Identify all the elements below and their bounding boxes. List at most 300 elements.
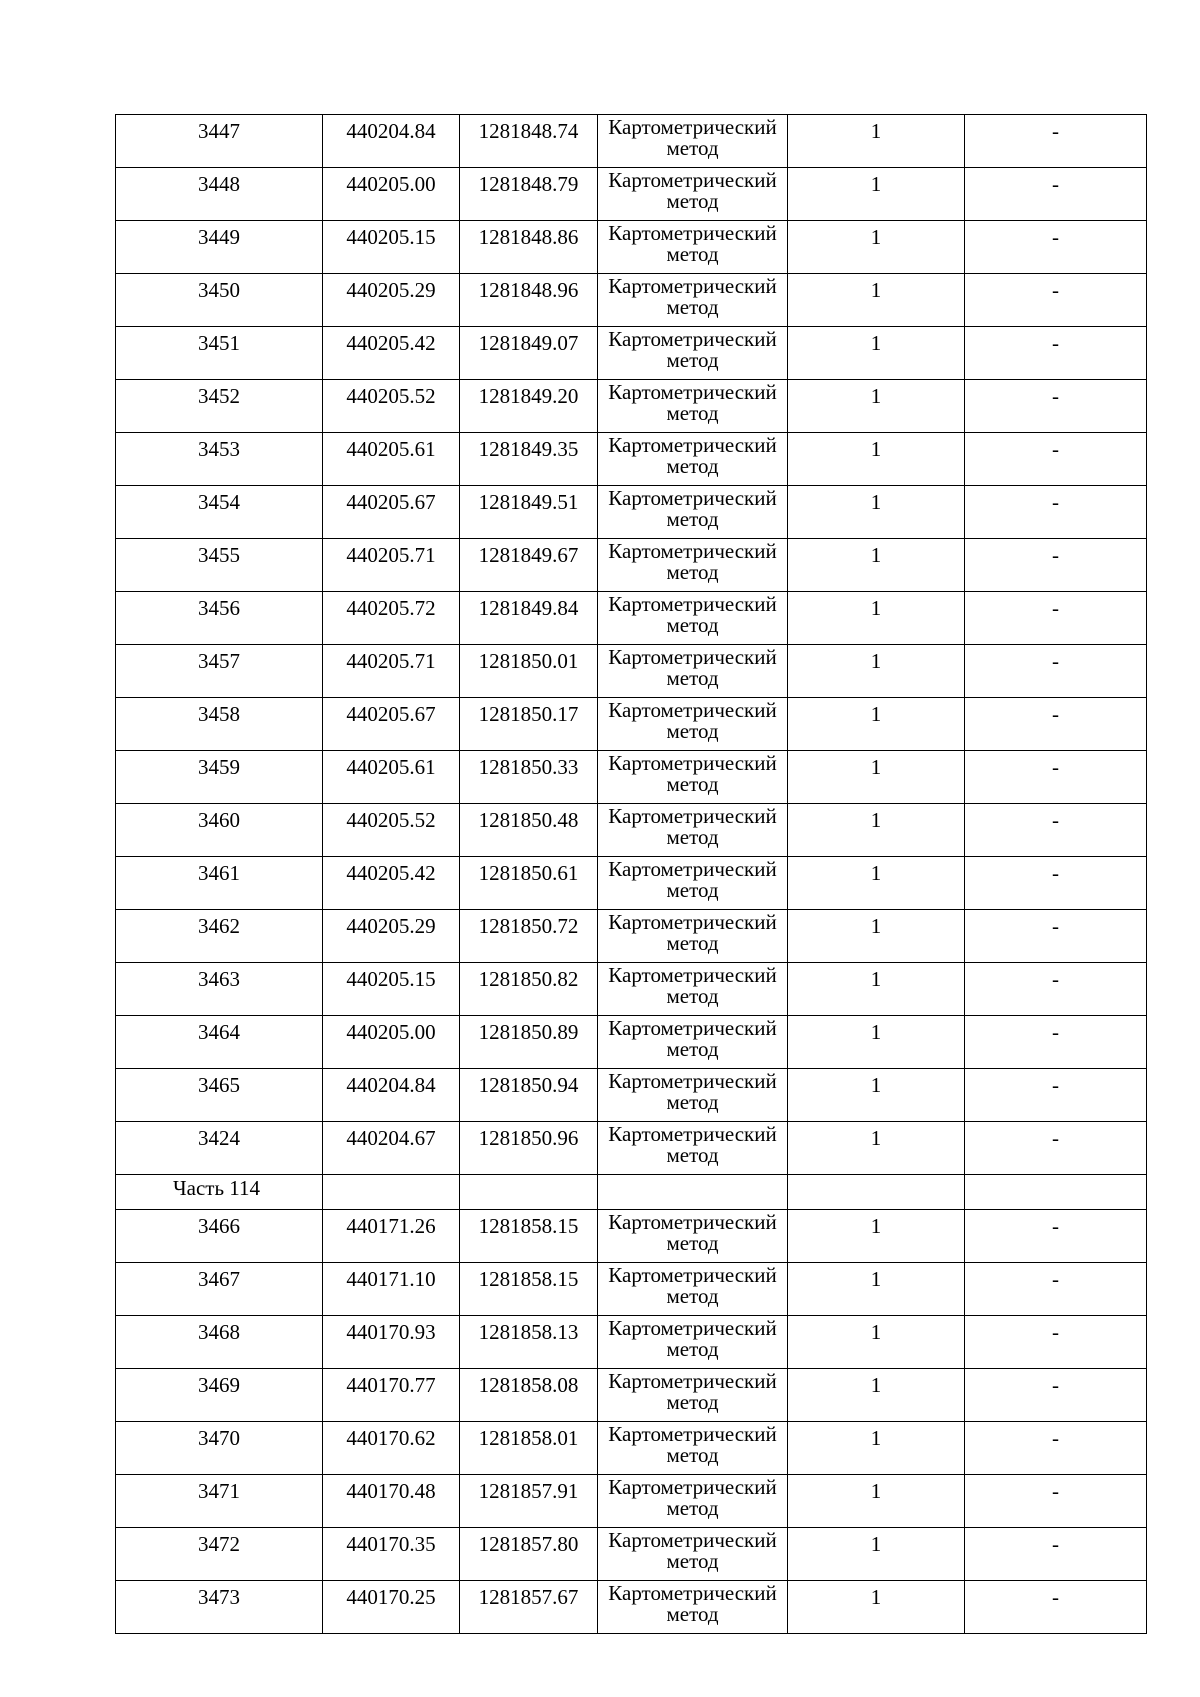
point-number-cell: [116, 1316, 323, 1369]
accuracy-cell: [788, 645, 965, 698]
x-coordinate-cell-text: 440205.52: [346, 384, 436, 408]
table-row: [116, 1581, 1147, 1634]
y-coordinate-cell: [460, 804, 598, 857]
point-number-cell: [116, 1210, 323, 1263]
table-row: [116, 592, 1147, 645]
x-coordinate-cell-text: 440205.00: [346, 1020, 436, 1044]
note-cell-text: -: [1052, 967, 1059, 991]
point-number-cell: [116, 1581, 323, 1634]
x-coordinate-cell-text: 440170.62: [346, 1426, 436, 1450]
accuracy-cell: [788, 857, 965, 910]
point-number-cell: [116, 1369, 323, 1422]
section-header-row: [116, 1175, 1147, 1210]
note-cell: [965, 115, 1147, 168]
method-cell: [598, 539, 788, 592]
x-coordinate-cell-text: 440170.48: [346, 1479, 436, 1503]
method-cell: [598, 751, 788, 804]
note-cell: [965, 645, 1147, 698]
x-coordinate-cell-text: 440205.15: [346, 967, 436, 991]
y-coordinate-cell: [460, 168, 598, 221]
method-line-2: метод: [666, 1143, 719, 1167]
x-coordinate-cell: [323, 1122, 460, 1175]
accuracy-cell-text: 1: [870, 649, 882, 673]
method-line-2: метод: [666, 1549, 719, 1573]
method-cell: [598, 327, 788, 380]
table-row: [116, 274, 1147, 327]
method-line-2: метод: [666, 666, 719, 690]
note-cell: [965, 963, 1147, 1016]
point-number-cell-text: 3470: [198, 1426, 240, 1450]
point-number-cell: [116, 433, 323, 486]
x-coordinate-cell-text: 440205.71: [346, 649, 436, 673]
accuracy-cell: [788, 274, 965, 327]
x-coordinate-cell-text: 440204.67: [346, 1126, 436, 1150]
point-number-cell: [116, 115, 323, 168]
x-coordinate-cell: [323, 274, 460, 327]
y-coordinate-cell-text: 1281849.84: [478, 596, 579, 620]
method-line-1: Картометрический: [608, 804, 777, 828]
y-coordinate-cell-text: 1281849.07: [478, 331, 579, 355]
accuracy-cell: [788, 1210, 965, 1263]
x-coordinate-cell: [323, 380, 460, 433]
method-cell: [598, 645, 788, 698]
method-line-1: Картометрический: [608, 1016, 777, 1040]
method-line-1: Картометрический: [608, 963, 777, 987]
table-row: [116, 433, 1147, 486]
note-cell: [965, 857, 1147, 910]
method-cell: [598, 1528, 788, 1581]
accuracy-cell: [788, 804, 965, 857]
y-coordinate-cell-text: 1281857.91: [478, 1479, 579, 1503]
x-coordinate-cell: [323, 1422, 460, 1475]
y-coordinate-cell-text: 1281858.08: [478, 1373, 579, 1397]
note-cell-text: -: [1052, 1214, 1059, 1238]
y-coordinate-cell-text: 1281850.33: [478, 755, 579, 779]
table-row: [116, 168, 1147, 221]
y-coordinate-cell-text: 1281848.79: [478, 172, 579, 196]
table-row: [116, 1016, 1147, 1069]
point-number-cell-text: 3473: [198, 1585, 240, 1609]
x-coordinate-cell: [323, 168, 460, 221]
note-cell: [965, 486, 1147, 539]
method-line-1: Картометрический: [608, 1581, 777, 1605]
x-coordinate-cell: [323, 539, 460, 592]
note-cell-text: -: [1052, 172, 1059, 196]
method-line-2: метод: [666, 242, 719, 266]
accuracy-cell: [788, 221, 965, 274]
y-coordinate-cell: [460, 910, 598, 963]
empty-cell: [460, 1175, 598, 1210]
method-line-1: Картометрический: [608, 380, 777, 404]
accuracy-cell-text: 1: [870, 861, 882, 885]
note-cell-text: -: [1052, 649, 1059, 673]
point-number-cell-text: 3471: [198, 1479, 240, 1503]
method-line-1: Картометрический: [608, 1069, 777, 1093]
point-number-cell: [116, 963, 323, 1016]
accuracy-cell: [788, 592, 965, 645]
note-cell: [965, 1263, 1147, 1316]
method-cell: [598, 1369, 788, 1422]
x-coordinate-cell: [323, 963, 460, 1016]
y-coordinate-cell-text: 1281858.15: [478, 1267, 579, 1291]
note-cell-text: -: [1052, 119, 1059, 143]
note-cell-text: -: [1052, 914, 1059, 938]
x-coordinate-cell: [323, 1016, 460, 1069]
y-coordinate-cell-text: 1281850.17: [478, 702, 579, 726]
point-number-cell-text: 3456: [198, 596, 240, 620]
accuracy-cell-text: 1: [870, 1585, 882, 1609]
method-line-2: метод: [666, 613, 719, 637]
x-coordinate-cell: [323, 1316, 460, 1369]
note-cell: [965, 592, 1147, 645]
x-coordinate-cell-text: 440205.67: [346, 490, 436, 514]
method-line-1: Картометрический: [608, 168, 777, 192]
method-cell: [598, 221, 788, 274]
method-cell: [598, 1316, 788, 1369]
x-coordinate-cell: [323, 592, 460, 645]
point-number-cell: [116, 221, 323, 274]
method-line-1: Картометрический: [608, 274, 777, 298]
method-line-2: метод: [666, 878, 719, 902]
table-row: [116, 221, 1147, 274]
table-row: [116, 963, 1147, 1016]
method-line-2: метод: [666, 1602, 719, 1626]
note-cell: [965, 433, 1147, 486]
y-coordinate-cell: [460, 1263, 598, 1316]
point-number-cell-text: 3451: [198, 331, 240, 355]
accuracy-cell: [788, 751, 965, 804]
method-line-1: Картометрический: [608, 539, 777, 563]
table-row: [116, 327, 1147, 380]
method-cell: [598, 433, 788, 486]
accuracy-cell-text: 1: [870, 1320, 882, 1344]
x-coordinate-cell-text: 440205.61: [346, 755, 436, 779]
accuracy-cell-text: 1: [870, 437, 882, 461]
accuracy-cell-text: 1: [870, 278, 882, 302]
method-line-1: Картометрический: [608, 115, 777, 139]
y-coordinate-cell-text: 1281850.61: [478, 861, 579, 885]
method-cell: [598, 1581, 788, 1634]
table-row: [116, 486, 1147, 539]
x-coordinate-cell-text: 440170.77: [346, 1373, 436, 1397]
y-coordinate-cell: [460, 1069, 598, 1122]
note-cell: [965, 1210, 1147, 1263]
table-row: [116, 910, 1147, 963]
accuracy-cell-text: 1: [870, 596, 882, 620]
method-line-2: метод: [666, 1037, 719, 1061]
table-row: [116, 1069, 1147, 1122]
note-cell-text: -: [1052, 331, 1059, 355]
method-line-2: метод: [666, 1090, 719, 1114]
method-line-1: Картометрический: [608, 1422, 777, 1446]
table-row: [116, 857, 1147, 910]
method-cell: [598, 168, 788, 221]
accuracy-cell-text: 1: [870, 119, 882, 143]
y-coordinate-cell-text: 1281858.15: [478, 1214, 579, 1238]
note-cell-text: -: [1052, 437, 1059, 461]
method-line-1: Картометрический: [608, 1475, 777, 1499]
x-coordinate-cell: [323, 857, 460, 910]
point-number-cell-text: 3450: [198, 278, 240, 302]
y-coordinate-cell-text: 1281850.01: [478, 649, 579, 673]
point-number-cell-text: 3465: [198, 1073, 240, 1097]
method-line-2: метод: [666, 1443, 719, 1467]
x-coordinate-cell: [323, 1369, 460, 1422]
note-cell: [965, 1316, 1147, 1369]
method-line-2: метод: [666, 295, 719, 319]
method-line-1: Картометрический: [608, 1210, 777, 1234]
y-coordinate-cell: [460, 857, 598, 910]
method-line-2: метод: [666, 454, 719, 478]
y-coordinate-cell: [460, 963, 598, 1016]
y-coordinate-cell-text: 1281850.94: [478, 1073, 579, 1097]
accuracy-cell-text: 1: [870, 1214, 882, 1238]
method-line-2: метод: [666, 348, 719, 372]
method-line-1: Картометрический: [608, 910, 777, 934]
table-row: [116, 115, 1147, 168]
y-coordinate-cell: [460, 327, 598, 380]
accuracy-cell-text: 1: [870, 172, 882, 196]
y-coordinate-cell-text: 1281857.80: [478, 1532, 579, 1556]
method-cell: [598, 857, 788, 910]
x-coordinate-cell-text: 440205.29: [346, 914, 436, 938]
point-number-cell: [116, 1422, 323, 1475]
y-coordinate-cell: [460, 1528, 598, 1581]
y-coordinate-cell-text: 1281850.89: [478, 1020, 579, 1044]
x-coordinate-cell: [323, 486, 460, 539]
x-coordinate-cell: [323, 1210, 460, 1263]
x-coordinate-cell: [323, 1581, 460, 1634]
point-number-cell-text: 3464: [198, 1020, 240, 1044]
y-coordinate-cell: [460, 1581, 598, 1634]
method-line-1: Картометрический: [608, 857, 777, 881]
x-coordinate-cell: [323, 115, 460, 168]
y-coordinate-cell: [460, 645, 598, 698]
note-cell-text: -: [1052, 1267, 1059, 1291]
empty-cell: [598, 1175, 788, 1210]
accuracy-cell-text: 1: [870, 1479, 882, 1503]
method-line-2: метод: [666, 931, 719, 955]
y-coordinate-cell: [460, 1016, 598, 1069]
point-number-cell: [116, 592, 323, 645]
y-coordinate-cell-text: 1281850.82: [478, 967, 579, 991]
note-cell: [965, 910, 1147, 963]
point-number-cell-text: 3459: [198, 755, 240, 779]
note-cell-text: -: [1052, 861, 1059, 885]
method-line-1: Картометрический: [608, 486, 777, 510]
x-coordinate-cell: [323, 327, 460, 380]
method-cell: [598, 592, 788, 645]
note-cell-text: -: [1052, 1373, 1059, 1397]
y-coordinate-cell: [460, 433, 598, 486]
y-coordinate-cell-text: 1281850.48: [478, 808, 579, 832]
point-number-cell: [116, 857, 323, 910]
note-cell-text: -: [1052, 1126, 1059, 1150]
point-number-cell: [116, 1528, 323, 1581]
accuracy-cell-text: 1: [870, 1267, 882, 1291]
method-line-1: Картометрический: [608, 645, 777, 669]
table-row: [116, 1475, 1147, 1528]
method-line-1: Картометрический: [608, 751, 777, 775]
method-cell: [598, 1475, 788, 1528]
point-number-cell-text: 3466: [198, 1214, 240, 1238]
point-number-cell: [116, 539, 323, 592]
accuracy-cell: [788, 1475, 965, 1528]
point-number-cell: [116, 751, 323, 804]
y-coordinate-cell-text: 1281850.72: [478, 914, 579, 938]
y-coordinate-cell: [460, 1210, 598, 1263]
method-line-1: Картометрический: [608, 1369, 777, 1393]
x-coordinate-cell: [323, 698, 460, 751]
y-coordinate-cell-text: 1281848.86: [478, 225, 579, 249]
x-coordinate-cell: [323, 645, 460, 698]
point-number-cell-text: 3468: [198, 1320, 240, 1344]
method-line-2: метод: [666, 136, 719, 160]
note-cell-text: -: [1052, 384, 1059, 408]
y-coordinate-cell: [460, 592, 598, 645]
accuracy-cell-text: 1: [870, 1426, 882, 1450]
method-line-1: Картометрический: [608, 1263, 777, 1287]
table-row: [116, 698, 1147, 751]
section-label: Часть 114: [116, 1175, 323, 1210]
document-page: [115, 114, 1146, 1634]
accuracy-cell-text: 1: [870, 1532, 882, 1556]
point-number-cell-text: 3469: [198, 1373, 240, 1397]
note-cell-text: -: [1052, 755, 1059, 779]
accuracy-cell: [788, 1069, 965, 1122]
method-line-2: метод: [666, 1496, 719, 1520]
method-line-2: метод: [666, 772, 719, 796]
point-number-cell: [116, 1069, 323, 1122]
note-cell-text: -: [1052, 1479, 1059, 1503]
point-number-cell-text: 3457: [198, 649, 240, 673]
method-cell: [598, 1069, 788, 1122]
note-cell: [965, 539, 1147, 592]
point-number-cell-text: 3448: [198, 172, 240, 196]
x-coordinate-cell: [323, 1528, 460, 1581]
x-coordinate-cell-text: 440205.42: [346, 861, 436, 885]
accuracy-cell: [788, 1422, 965, 1475]
x-coordinate-cell-text: 440170.25: [346, 1585, 436, 1609]
note-cell-text: -: [1052, 702, 1059, 726]
table-row: [116, 539, 1147, 592]
accuracy-cell: [788, 698, 965, 751]
table-row: [116, 804, 1147, 857]
note-cell-text: -: [1052, 1585, 1059, 1609]
y-coordinate-cell-text: 1281848.74: [478, 119, 579, 143]
point-number-cell: [116, 910, 323, 963]
coordinates-table-body: [116, 115, 1147, 1634]
accuracy-cell: [788, 115, 965, 168]
note-cell: [965, 1528, 1147, 1581]
method-line-2: метод: [666, 560, 719, 584]
point-number-cell-text: 3467: [198, 1267, 240, 1291]
method-cell: [598, 380, 788, 433]
method-line-2: метод: [666, 401, 719, 425]
table-row: [116, 1528, 1147, 1581]
method-line-1: Картометрический: [608, 1316, 777, 1340]
method-line-2: метод: [666, 189, 719, 213]
x-coordinate-cell-text: 440205.42: [346, 331, 436, 355]
method-line-1: Картометрический: [608, 327, 777, 351]
accuracy-cell: [788, 327, 965, 380]
accuracy-cell: [788, 1528, 965, 1581]
method-line-2: метод: [666, 507, 719, 531]
x-coordinate-cell: [323, 910, 460, 963]
point-number-cell-text: 3447: [198, 119, 240, 143]
accuracy-cell-text: 1: [870, 384, 882, 408]
accuracy-cell: [788, 1581, 965, 1634]
accuracy-cell-text: 1: [870, 225, 882, 249]
point-number-cell: [116, 327, 323, 380]
x-coordinate-cell: [323, 751, 460, 804]
note-cell-text: -: [1052, 808, 1059, 832]
x-coordinate-cell-text: 440205.29: [346, 278, 436, 302]
y-coordinate-cell-text: 1281857.67: [478, 1585, 579, 1609]
note-cell: [965, 380, 1147, 433]
y-coordinate-cell: [460, 115, 598, 168]
y-coordinate-cell-text: 1281858.01: [478, 1426, 579, 1450]
accuracy-cell: [788, 1263, 965, 1316]
point-number-cell: [116, 1122, 323, 1175]
table-row: [116, 1422, 1147, 1475]
x-coordinate-cell-text: 440170.93: [346, 1320, 436, 1344]
note-cell-text: -: [1052, 1532, 1059, 1556]
point-number-cell: [116, 168, 323, 221]
y-coordinate-cell: [460, 486, 598, 539]
note-cell: [965, 1016, 1147, 1069]
y-coordinate-cell: [460, 274, 598, 327]
table-row: [116, 1122, 1147, 1175]
point-number-cell-text: 3461: [198, 861, 240, 885]
empty-cell: [323, 1175, 460, 1210]
table-row: [116, 1263, 1147, 1316]
point-number-cell-text: 3455: [198, 543, 240, 567]
x-coordinate-cell-text: 440205.61: [346, 437, 436, 461]
accuracy-cell-text: 1: [870, 1020, 882, 1044]
note-cell: [965, 1122, 1147, 1175]
table-row: [116, 380, 1147, 433]
point-number-cell: [116, 698, 323, 751]
point-number-cell-text: 3424: [198, 1126, 240, 1150]
y-coordinate-cell: [460, 1475, 598, 1528]
accuracy-cell-text: 1: [870, 755, 882, 779]
accuracy-cell-text: 1: [870, 1373, 882, 1397]
method-line-1: Картометрический: [608, 1528, 777, 1552]
method-line-1: Картометрический: [608, 1122, 777, 1146]
note-cell: [965, 1422, 1147, 1475]
note-cell: [965, 698, 1147, 751]
note-cell: [965, 168, 1147, 221]
x-coordinate-cell-text: 440205.00: [346, 172, 436, 196]
point-number-cell-text: 3454: [198, 490, 240, 514]
accuracy-cell: [788, 1316, 965, 1369]
note-cell-text: -: [1052, 278, 1059, 302]
note-cell: [965, 1581, 1147, 1634]
x-coordinate-cell-text: 440204.84: [346, 119, 436, 143]
accuracy-cell: [788, 910, 965, 963]
method-line-2: метод: [666, 984, 719, 1008]
method-cell: [598, 115, 788, 168]
table-row: [116, 1369, 1147, 1422]
point-number-cell: [116, 1016, 323, 1069]
note-cell-text: -: [1052, 1073, 1059, 1097]
method-cell: [598, 486, 788, 539]
x-coordinate-cell: [323, 1475, 460, 1528]
point-number-cell: [116, 645, 323, 698]
note-cell: [965, 1069, 1147, 1122]
method-line-2: метод: [666, 1337, 719, 1361]
